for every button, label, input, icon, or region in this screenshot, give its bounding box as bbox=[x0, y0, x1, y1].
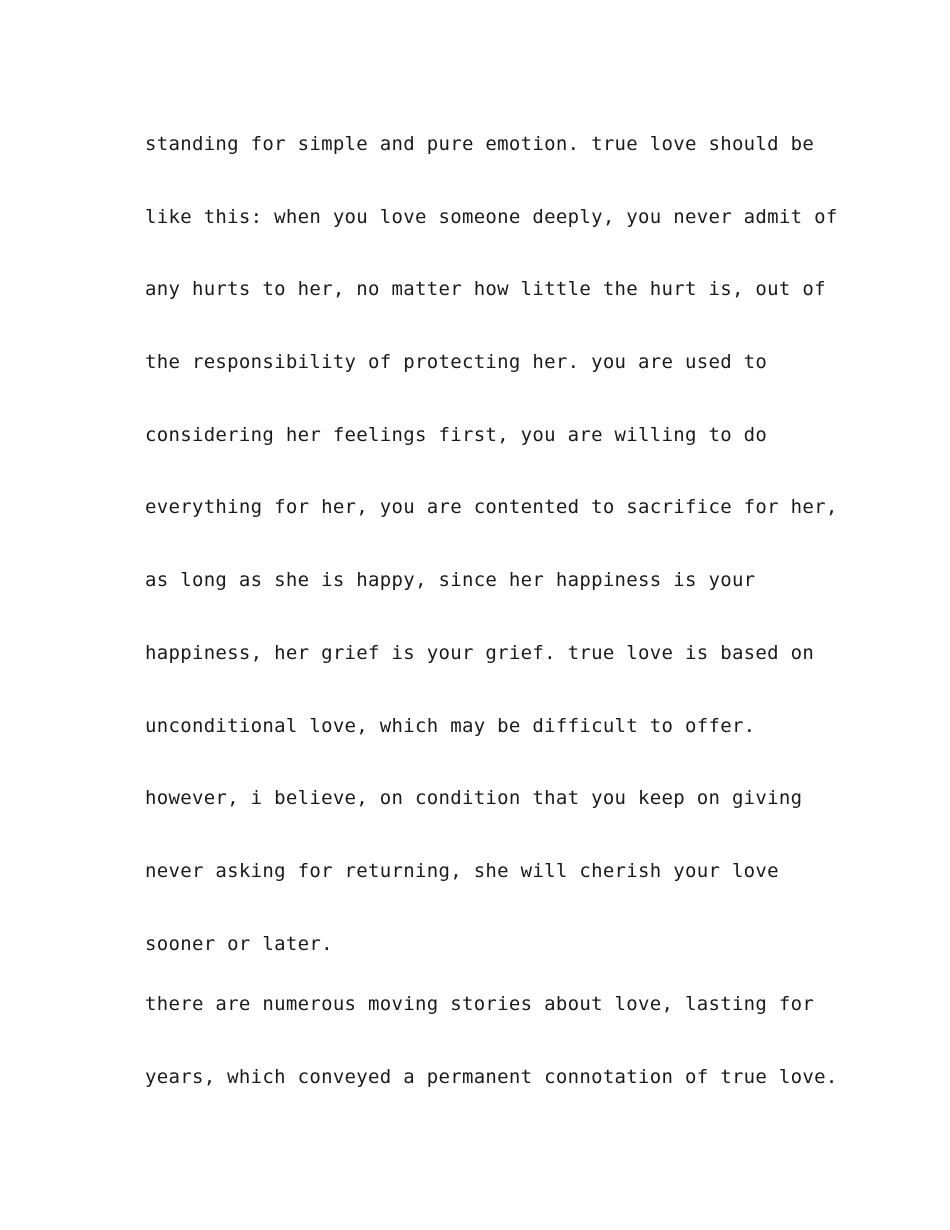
text-line: everything for her, you are contented to sacrifice for her, bbox=[145, 496, 838, 519]
text-line: as long as she is happy, since her happiness is your bbox=[145, 569, 756, 592]
paragraph bbox=[145, 108, 845, 980]
paragraph bbox=[145, 968, 845, 1113]
text-line: however, i believe, on condition that you keep on giving bbox=[145, 787, 803, 810]
text-line: sooner or later. bbox=[145, 932, 333, 955]
text-line: never asking for returning, she will cherish your love bbox=[145, 859, 779, 882]
text-line: years, which conveyed a permanent connotation of true love. bbox=[145, 1065, 838, 1088]
text-line: happiness, her grief is your grief. true love is based on bbox=[145, 641, 815, 664]
text-line: like this: when you love someone deeply, you never admit of bbox=[145, 205, 838, 228]
text-line: the responsibility of protecting her. you are used to bbox=[145, 351, 768, 374]
text-line: unconditional love, which may be difficult to offer. bbox=[145, 714, 756, 737]
text-line: there are numerous moving stories about love, lasting for bbox=[145, 993, 815, 1015]
text-line: any hurts to her, no matter how little the hurt is, out of bbox=[145, 278, 826, 301]
text-line: considering her feelings first, you are willing to do bbox=[145, 423, 768, 446]
text-line: standing for simple and pure emotion. true love should be bbox=[145, 133, 815, 155]
